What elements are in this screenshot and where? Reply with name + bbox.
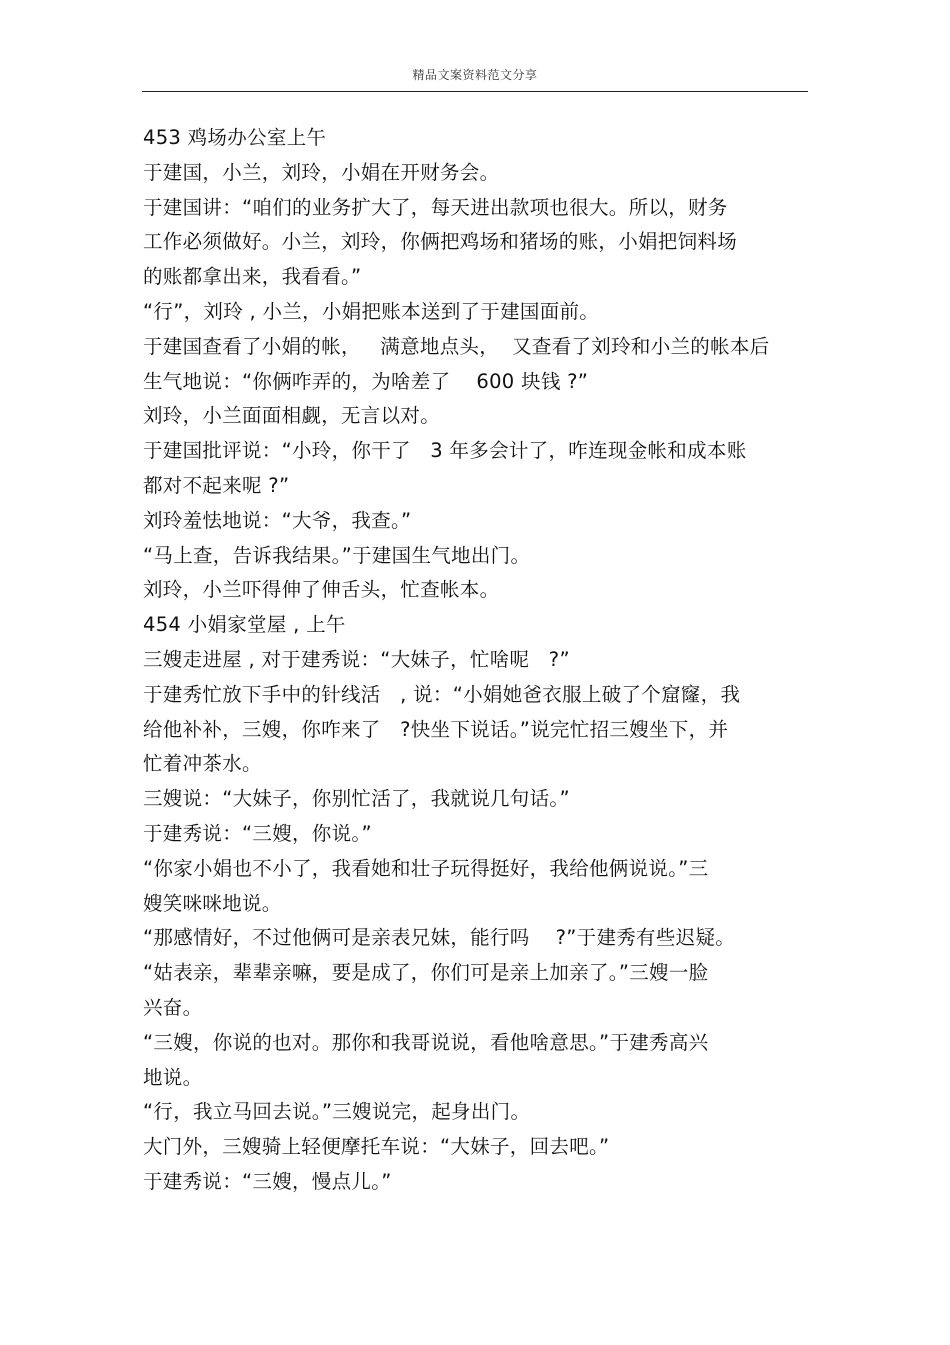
text-line: “三嫂，你说的也对。那你和我哥说说，看他啥意思。”于建秀高兴 xyxy=(143,1030,709,1054)
text-line: 于建国讲：“咱们的业务扩大了，每天进出款项也很大。所以，财务 xyxy=(143,195,728,219)
text-line: 于建国查看了小娟的帐， 满意地点头， 又查看了刘玲和小兰的帐本后 xyxy=(143,334,770,358)
text-line: 刘玲，小兰吓得伸了伸舌头，忙查帐本。 xyxy=(143,578,500,602)
text-line: 刘玲，小兰面面相觑，无言以对。 xyxy=(143,404,441,428)
text-line: 于建秀忙放下手中的针线活 , 说：“小娟她爸衣服上破了个窟窿，我 xyxy=(143,682,741,706)
text-line: “姑表亲，辈辈亲嘛，要是成了，你们可是亲上加亲了。”三嫂一脸 xyxy=(143,961,709,985)
text-line: 工作必须做好。小兰，刘玲，你俩把鸡场和猪场的账，小娟把饲料场 xyxy=(143,230,738,254)
text-line: 忙着冲茶水。 xyxy=(143,752,262,776)
text-line: 于建秀说：“三嫂，你说。” xyxy=(143,821,372,845)
text-line: 454 小娟家堂屋 , 上午 xyxy=(143,613,346,637)
text-line: 于建秀说：“三嫂，慢点儿。” xyxy=(143,1169,392,1193)
header-divider xyxy=(142,91,808,92)
text-line: 于建国批评说：“小玲，你干了 3 年多会计了，咋连现金帐和成本账 xyxy=(143,439,747,463)
text-line: 三嫂走进屋 , 对于建秀说：“大妹子，忙啥呢 ?” xyxy=(143,647,570,671)
text-line: “行，我立马回去说。”三嫂说完，起身出门。 xyxy=(143,1100,531,1124)
text-line: 的账都拿出来，我看看。” xyxy=(143,265,362,289)
text-line: 于建国，小兰，刘玲，小娟在开财务会。 xyxy=(143,160,500,184)
text-line: 给他补补，三嫂，你咋来了 ?快坐下说话。”说完忙招三嫂坐下，并 xyxy=(143,717,729,741)
text-line: 453 鸡场办公室上午 xyxy=(143,126,327,149)
text-line: 大门外，三嫂骑上轻便摩托车说：“大妹子，回去吧。” xyxy=(143,1135,610,1159)
text-line: 三嫂说：“大妹子，你别忙活了，我就说几句话。” xyxy=(143,787,570,811)
text-line: 刘玲羞怯地说：“大爷，我查。” xyxy=(143,508,412,532)
text-line: “那感情好，不过他俩可是亲表兄妹，能行吗 ?”于建秀有些迟疑。 xyxy=(143,926,736,950)
document-body xyxy=(143,121,803,1200)
text-line: 生气地说：“你俩咋弄的，为啥差了 600 块钱 ?” xyxy=(143,369,589,393)
text-line: 地说。 xyxy=(143,1065,203,1089)
text-line: 兴奋。 xyxy=(143,995,203,1019)
page-header: 精品文案资料范文分享 xyxy=(412,68,538,82)
text-line: 嫂笑咪咪地说。 xyxy=(143,891,282,915)
text-line: “行”，刘玲 , 小兰，小娟把账本送到了于建国面前。 xyxy=(143,299,600,323)
text-line: “马上查，告诉我结果。”于建国生气地出门。 xyxy=(143,543,531,567)
text-line: “你家小娟也不小了，我看她和壮子玩得挺好，我给他俩说说。”三 xyxy=(143,856,709,880)
text-line: 都对不起来呢 ?” xyxy=(143,473,290,497)
